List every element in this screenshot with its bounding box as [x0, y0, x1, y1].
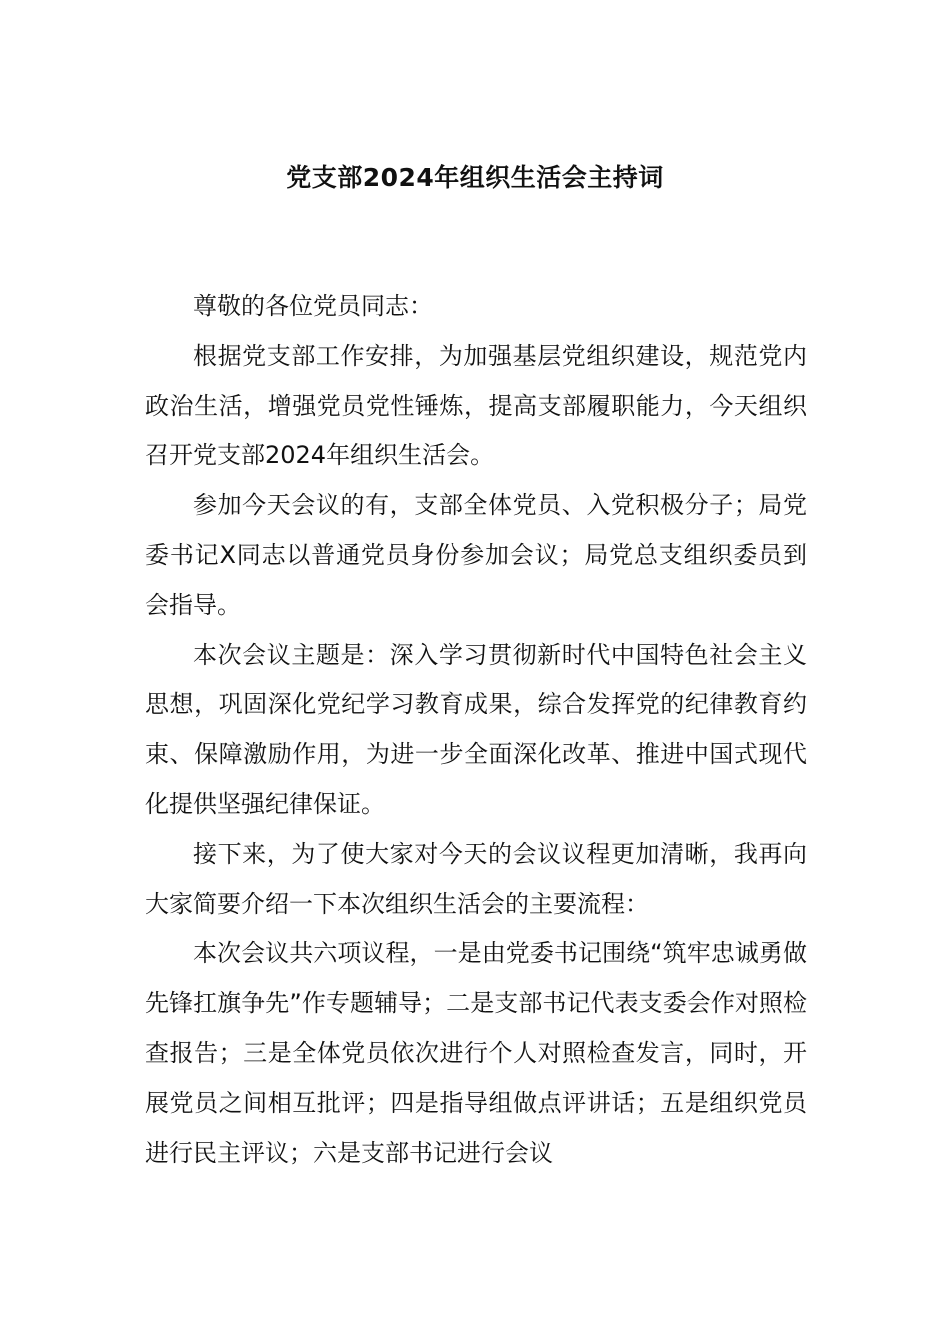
paragraph-salutation: 尊敬的各位党员同志： — [193, 292, 433, 320]
paragraph-agenda-intro: 接下来，为了使大家对今天的会议议程更加清晰，我再向大家简要介绍一下本次组织生活会的主要流程： — [145, 839, 807, 918]
paragraph-purpose: 根据党支部工作安排，为加强基层党组织建设，规范党内政治生活，增强党员党性锤炼，提高支部履职能力，今天组织召开党支部2024年组织生活会。 — [145, 341, 807, 470]
paragraph-attendees: 参加今天会议的有，支部全体党员、入党积极分子；局党委书记X同志以普通党员身份参加会议；局党总支组织委员到会指导。 — [145, 491, 807, 619]
document-title: 党支部2024年组织生活会主持词 — [286, 163, 664, 192]
document-body — [145, 282, 807, 1178]
paragraph-agenda-items: 本次会议共六项议程，一是由党委书记围绕“筑牢忠诚勇做先锋扛旗争先”作专题辅导；二是支部书记代表支委会作对照检查报告；三是全体党员依次进行个人对照检查发言，同时，开展党员之间相互批评；四是指导组做点评讲话；五是组织党员进行民主评议；六是支部书记进行会议 — [145, 939, 807, 1167]
paragraph-theme: 本次会议主题是：深入学习贯彻新时代中国特色社会主义思想，巩固深化党纪学习教育成果，综合发挥党的纪律教育约束、保障激励作用，为进一步全面深化改革、推进中国式现代化提供坚强纪律保证。 — [145, 640, 807, 818]
